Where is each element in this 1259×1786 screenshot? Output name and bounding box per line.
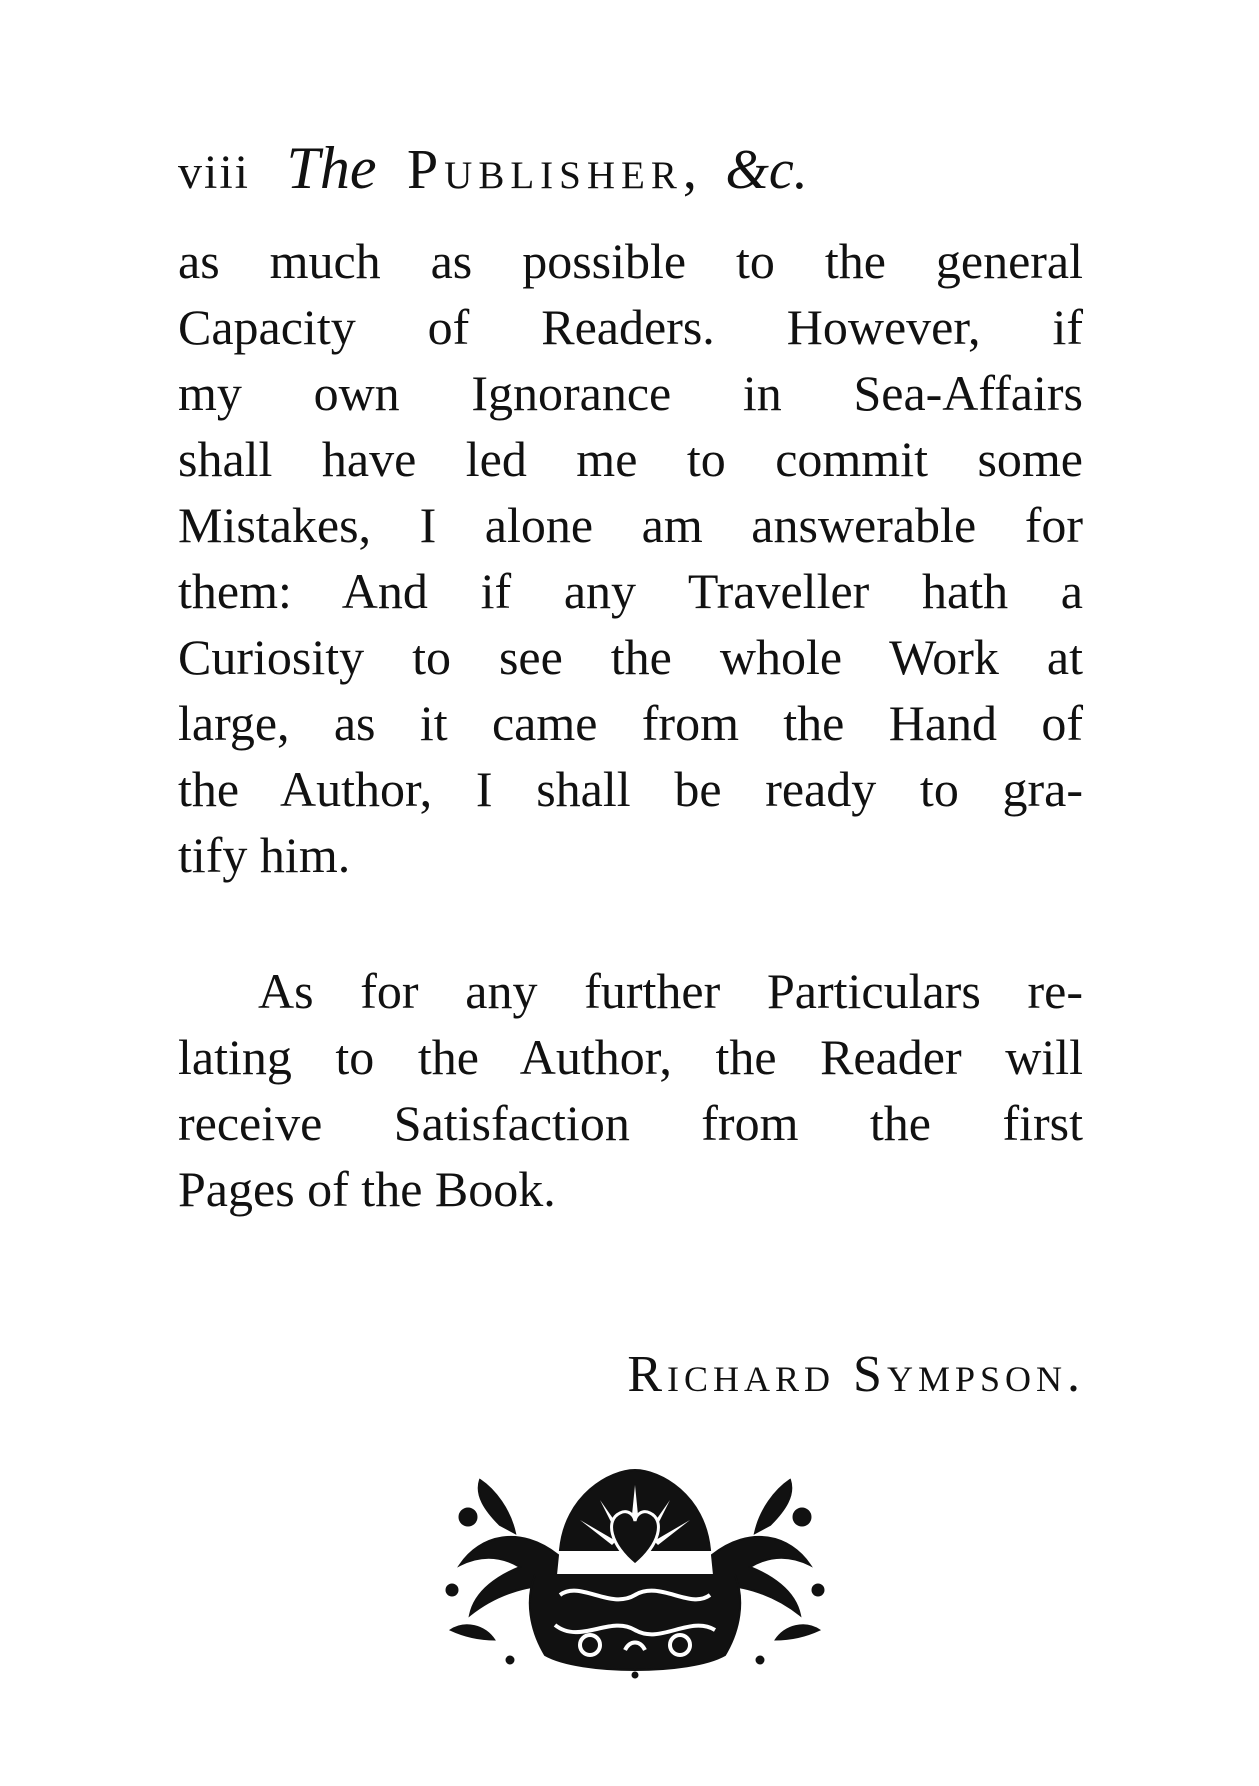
page-number: viii bbox=[178, 146, 251, 199]
text-line: Capacity of Readers. However, if bbox=[178, 299, 1083, 355]
text-line: the Author, I shall be ready to gra- bbox=[178, 761, 1083, 817]
running-head-title: Publisher, bbox=[407, 139, 703, 201]
text-line: my own Ignorance in Sea-Affairs bbox=[178, 365, 1083, 421]
paragraph-2 bbox=[178, 958, 1083, 1222]
heart-flourish-ornament-icon bbox=[440, 1455, 830, 1680]
signature: Richard Sympson. bbox=[627, 1346, 1085, 1403]
running-head-etc: &c. bbox=[725, 139, 808, 201]
running-head-the: The bbox=[286, 135, 377, 201]
text-line: large, as it came from the Hand of bbox=[178, 695, 1083, 751]
paragraph-1 bbox=[178, 228, 1083, 888]
text-line: Mistakes, I alone am answerable for bbox=[178, 497, 1083, 553]
text-line: As for any further Particulars re- bbox=[258, 963, 1083, 1019]
text-line: lating to the Author, the Reader will bbox=[178, 1029, 1083, 1085]
text-line: receive Satisfaction from the first bbox=[178, 1095, 1083, 1151]
text-line: Pages of the Book. bbox=[178, 1161, 556, 1217]
running-head bbox=[178, 128, 1078, 208]
text-line: tify him. bbox=[178, 827, 351, 883]
text-line: them: And if any Traveller hath a bbox=[178, 563, 1083, 619]
text-line: Curiosity to see the whole Work at bbox=[178, 629, 1083, 685]
text-line: shall have led me to commit some bbox=[178, 431, 1083, 487]
text-line: as much as possible to the general bbox=[178, 233, 1083, 289]
